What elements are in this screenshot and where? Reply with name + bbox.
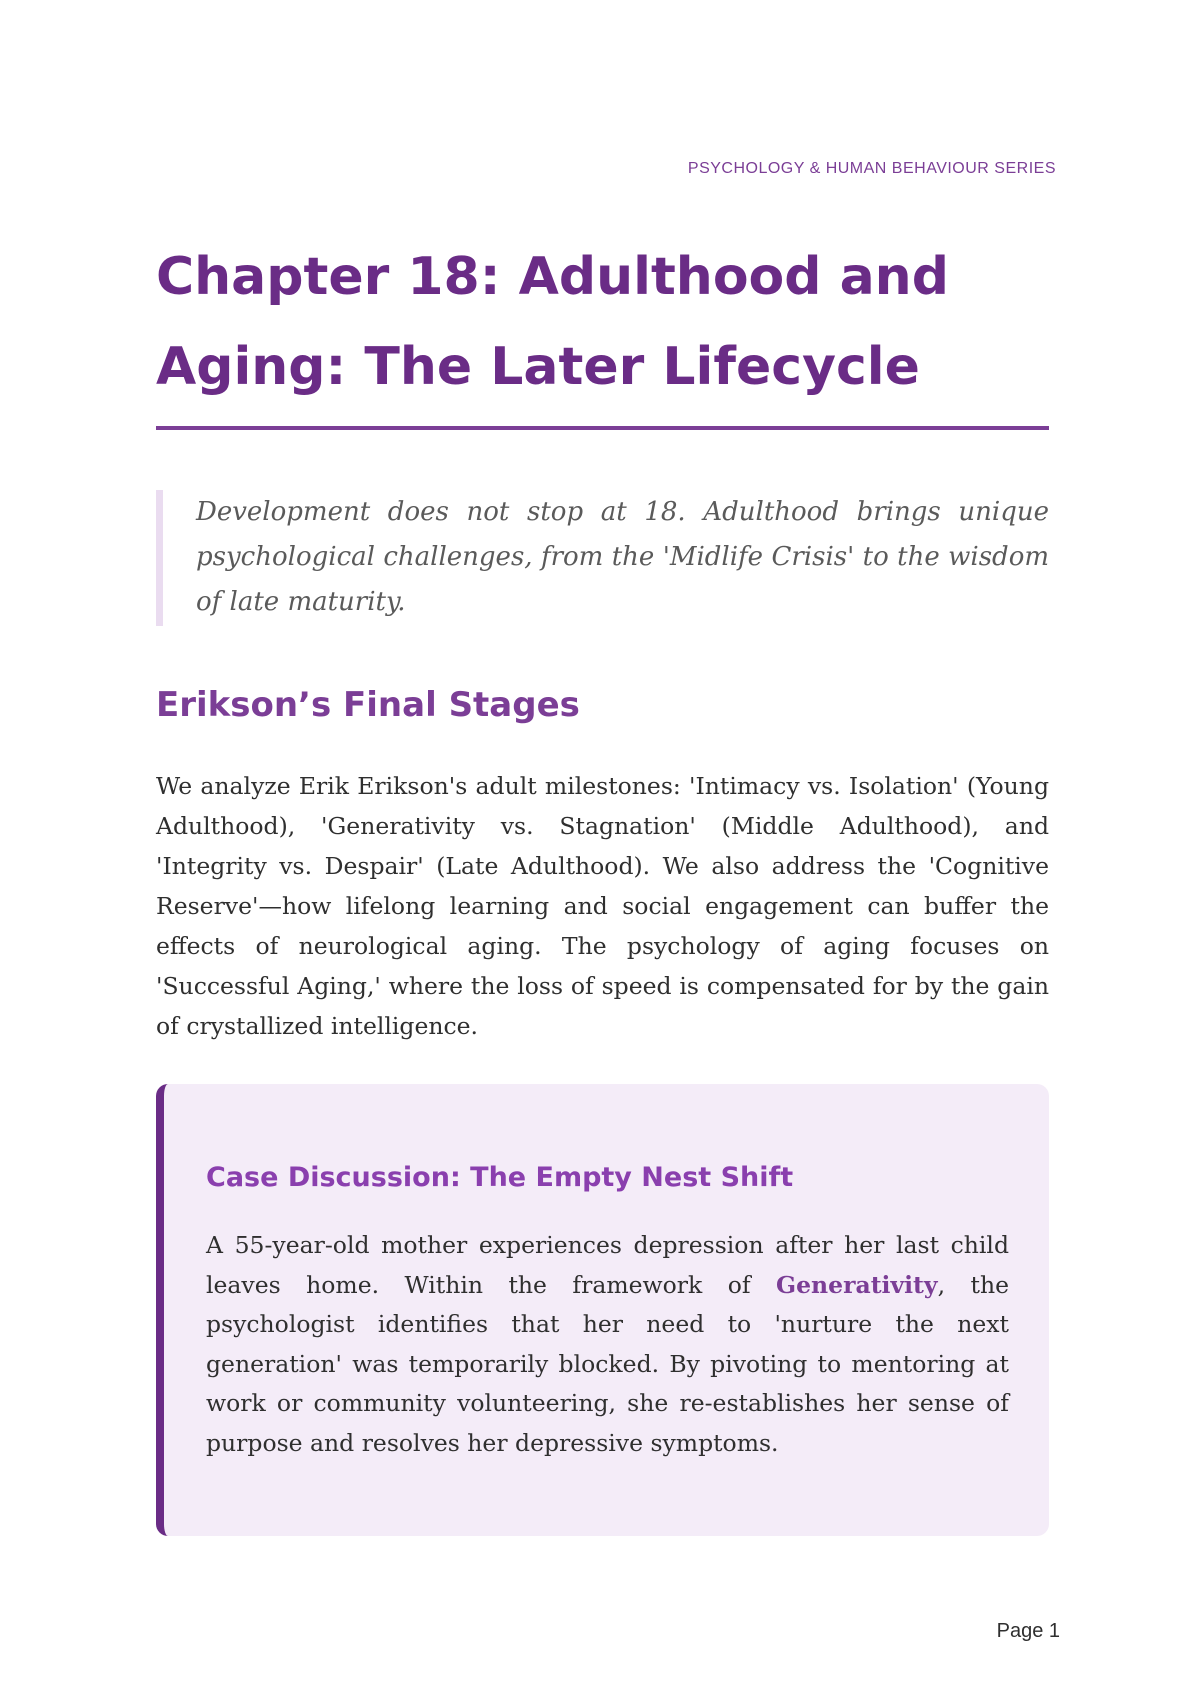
case-text-after: , the psychologist identifies that her need to 'nurture the next generation' was temporarily blocked. By pivoting to mentoring at work or community volunteering, she re-establishes her sense of purpose and resolves her depressive symptoms. xyxy=(206,1270,1009,1457)
section-heading: Erikson’s Final Stages xyxy=(156,685,580,725)
case-discussion-box xyxy=(156,1084,1049,1536)
case-highlight-term: Generativity xyxy=(776,1270,938,1299)
case-title: Case Discussion: The Empty Nest Shift xyxy=(206,1162,794,1193)
title-divider xyxy=(156,426,1049,430)
epigraph-text: Development does not stop at 18. Adulthood brings unique psychological challenges, from the 'Midlife Crisis' to the wisdom of late maturity. xyxy=(196,497,1049,617)
case-paragraph xyxy=(206,1226,1009,1463)
section-body-paragraph: We analyze Erik Erikson's adult milestones: 'Intimacy vs. Isolation' (Young Adulthood), 'Generativity vs. Stagnation' (Middle Adulthood), and 'Integrity vs. Despair' (Late Adulthood). We also address the 'Cognitive Reserve'—how lifelong learning and social engagement can buffer the effects of neurological aging. The psychology of aging focuses on 'Successful Aging,' where the loss of speed is compensated for by the gain of crystallized intelligence. xyxy=(156,772,1049,1040)
page-number: Page 1 xyxy=(996,1620,1060,1642)
chapter-title: Chapter 18: Adulthood and Aging: The Later Lifecycle xyxy=(156,247,949,397)
case-text-before: A 55-year-old mother experiences depression after her last child leaves home. Within the framework of xyxy=(206,1231,1009,1299)
epigraph-quote xyxy=(156,490,1049,626)
series-header: PSYCHOLOGY & HUMAN BEHAVIOUR SERIES xyxy=(687,160,1056,177)
